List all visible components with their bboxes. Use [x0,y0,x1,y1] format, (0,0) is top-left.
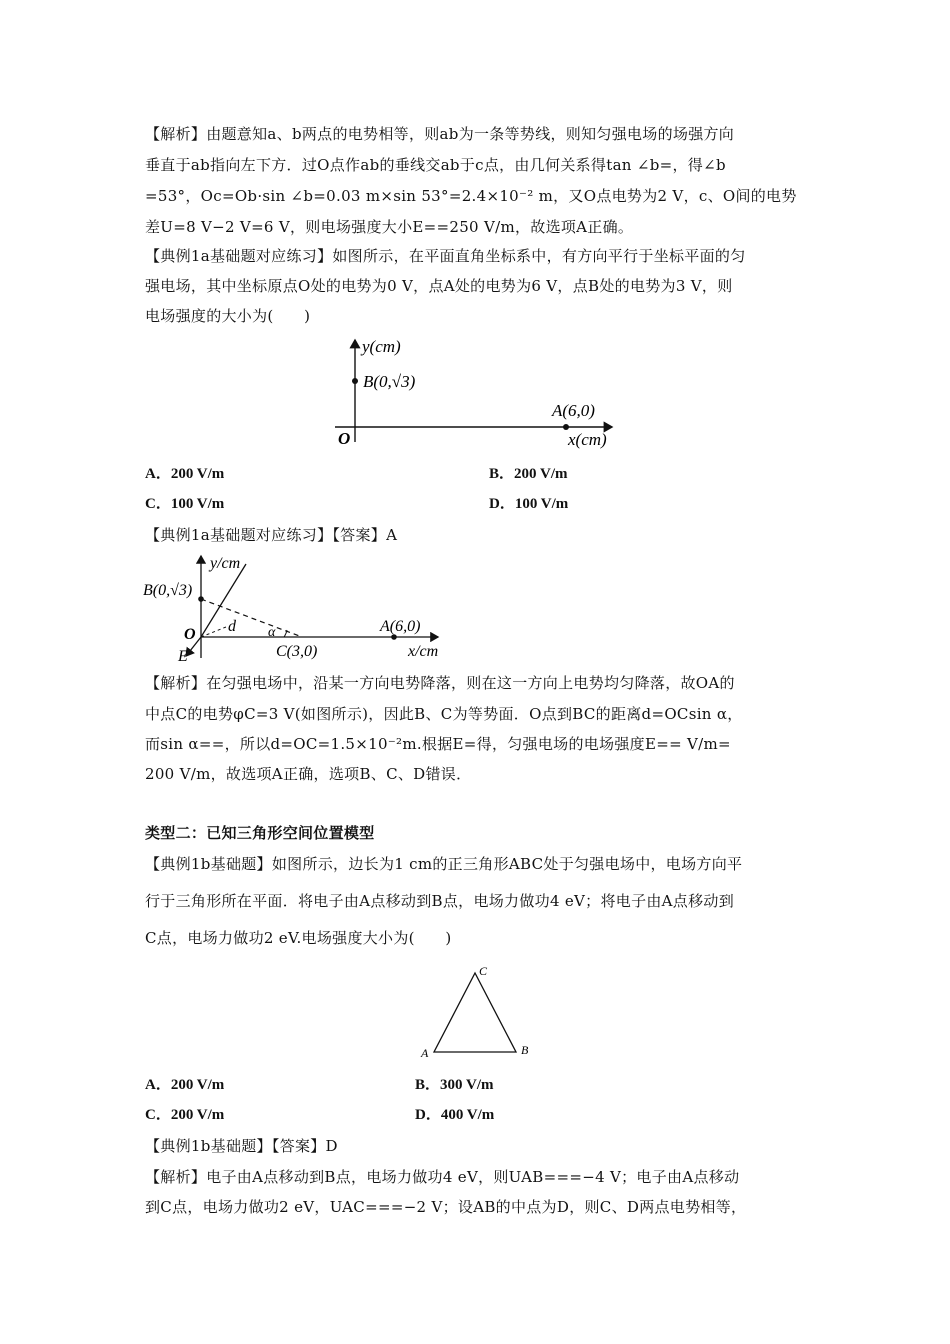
question-line: 【典例1a基础题对应练习】如图所示，在平面直角坐标系中，有方向平行于坐标平面的匀 [145,247,746,265]
option-d: D．400 V/m [415,1107,495,1123]
option-d: D．100 V/m [489,496,569,512]
analysis-line: 200 V/m，故选项A正确，选项B、C、D错误． [145,765,472,783]
section-heading: 类型二：已知三角形空间位置模型 [145,824,375,842]
option-c: C．100 V/m [145,496,225,512]
analysis-line: 而sin α==，所以d=OC=1.5×10⁻²m.根据E=得，匀强电场的电场强度E== V/m= [145,735,731,753]
distance-label: d [228,618,236,635]
origin-label: O [338,429,351,448]
vertex-a-label: A [421,1046,429,1060]
analysis-line: 到C点，电场力做功2 eV，UAC===−2 V；设AB的中点为D，则C、D两点电势相等， [145,1198,747,1216]
point-c-label: C(3,0) [276,643,318,660]
x-axis-label: x(cm) [568,430,607,449]
analysis-line: 【解析】电子由A点移动到B点，电场力做功4 eV，则UAB===−4 V；电子由A点移动 [145,1168,740,1186]
coordinate-figure-2 [140,550,460,668]
alpha-label: α [268,625,276,640]
point-b-dot [198,596,204,602]
y-axis-label: y(cm) [362,337,401,356]
option-a: A．200 V/m [145,1077,225,1093]
analysis-line: 差U=8 V−2 V=6 V，则电场强度大小E==250 V/m，故选项A正确。 [145,218,634,236]
point-a-label: A(6,0) [552,401,595,420]
point-b-label: B(0,√3) [143,582,193,599]
x-axis-label: x/cm [408,643,439,660]
answer-line: 【典例1a基础题对应练习】【答案】A [145,526,398,544]
option-b: B．200 V/m [489,466,568,482]
analysis-line: 中点C的电势φC=3 V(如图所示)，因此B、C为等势面．O点到BC的距离d=OCsin α， [145,705,743,723]
point-b-label: B(0,√3) [363,372,416,391]
option-b: B．300 V/m [415,1077,494,1093]
analysis-line: 【解析】由题意知a、b两点的电势相等，则ab为一条等势线，则知匀强电场的场强方向 [145,125,735,143]
point-a-dot [391,634,397,640]
option-c: C．200 V/m [145,1107,225,1123]
vertex-b-label: B [521,1043,529,1057]
coordinate-figure-1 [330,332,630,456]
question-line: C点，电场力做功2 eV.电场强度大小为( ) [145,929,452,947]
question-line: 行于三角形所在平面．将电子由A点移动到B点，电场力做功4 eV；将电子由A点移动到 [145,892,735,910]
e-label: E [178,648,188,665]
question-line: 强电场，其中坐标原点O处的电势为0 V，点A处的电势为6 V，点B处的电势为3 V，则 [145,277,733,295]
analysis-line: 【解析】在匀强电场中，沿某一方向电势降落，则在这一方向上电势均匀降落，故OA的 [145,674,735,692]
vertex-c-label: C [479,964,488,978]
point-b-dot [352,378,358,384]
option-a: A．200 V/m [145,466,225,482]
triangle-figure [410,958,540,1064]
question-line: 【典例1b基础题】如图所示，边长为1 cm的正三角形ABC处于匀强电场中，电场方向平 [145,855,743,873]
analysis-line: 垂直于ab指向左下方．过O点作ab的垂线交ab于c点，由几何关系得tan ∠b=，得∠b [145,156,726,174]
answer-line: 【典例1b基础题】【答案】D [145,1137,338,1155]
analysis-line: =53°，Oc=Ob·sin ∠b=0.03 m×sin 53°=2.4×10⁻² m，又O点电势为2 V，c、O间的电势 [145,187,797,205]
origin-label: O [184,626,196,643]
point-a-label: A(6,0) [380,618,421,635]
y-axis-label: y/cm [210,555,241,572]
question-line: 电场强度的大小为( ) [145,307,311,325]
